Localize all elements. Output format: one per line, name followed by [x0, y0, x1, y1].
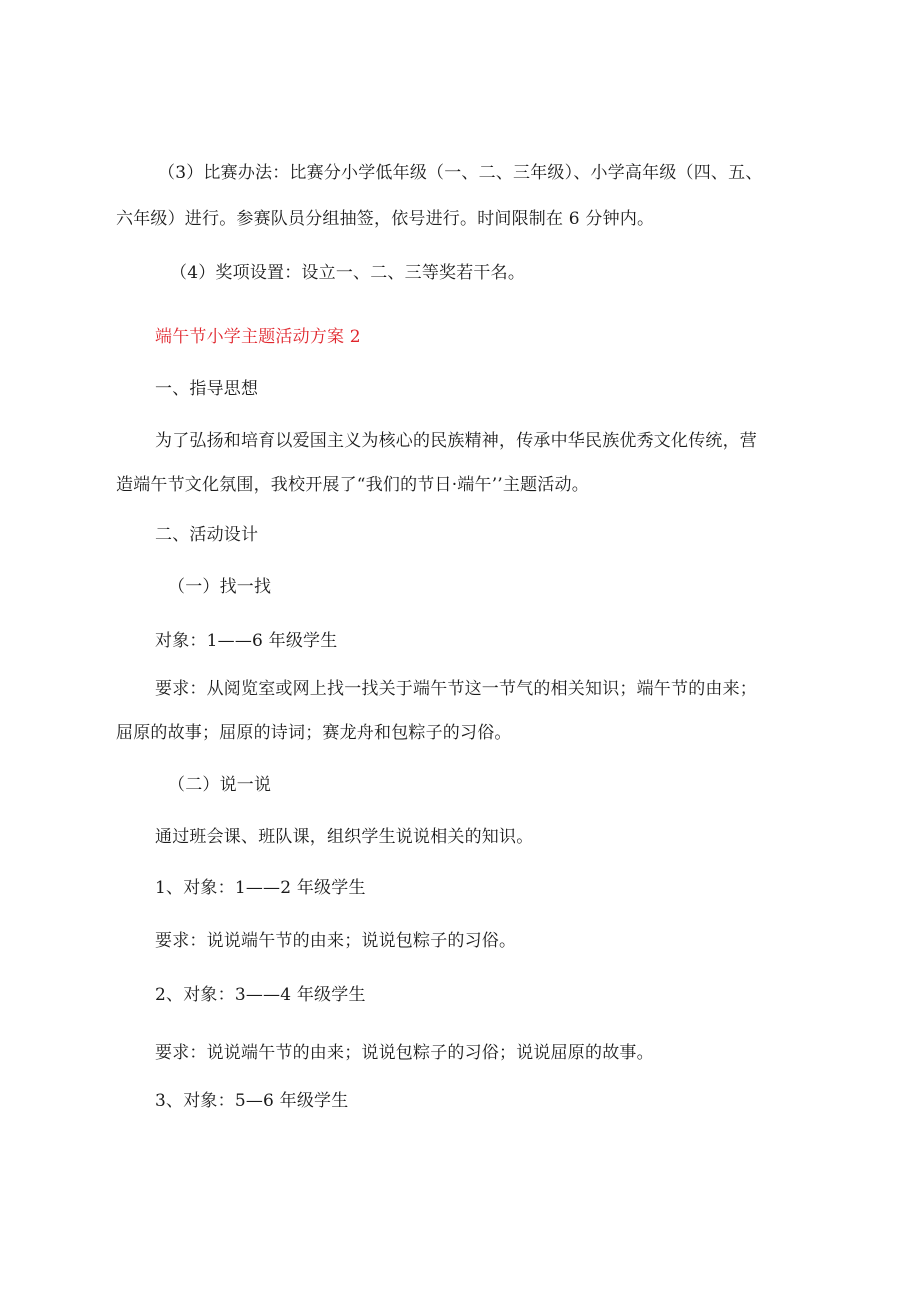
say-intro: 通过班会课、班队课，组织学生说说相关的知识。: [155, 827, 534, 847]
item-2-target: 2、对象：3——4 年级学生: [155, 985, 366, 1005]
subheading-find: （一）找一找: [168, 577, 272, 597]
subheading-say: （二）说一说: [168, 775, 272, 795]
item-3-target: 3、对象：5—6 年级学生: [155, 1091, 349, 1111]
section-title-plan-2: 端午节小学主题活动方案 2: [155, 327, 361, 347]
rule-3-line-2: 六年级）进行。参赛队员分组抽签，依号进行。时间限制在 6 分钟内。: [116, 209, 655, 229]
heading-activity-design: 二、活动设计: [155, 525, 259, 545]
rule-3-line-1: （3）比赛办法：比赛分小学低年级（一、二、三年级）、小学高年级（四、五、: [158, 163, 763, 183]
heading-guiding-ideology: 一、指导思想: [155, 379, 259, 399]
item-2-requirement: 要求：说说端午节的由来；说说包粽子的习俗；说说屈原的故事。: [155, 1043, 654, 1063]
find-target: 对象：1——6 年级学生: [155, 631, 338, 651]
find-requirement-line-2: 屈原的故事；屈原的诗词；赛龙舟和包粽子的习俗。: [116, 723, 512, 743]
paragraph-1-line-2: 造端午节文化氛围，我校开展了“我们的节日·端午’’主题活动。: [116, 475, 589, 495]
rule-4: （4）奖项设置：设立一、二、三等奖若干名。: [170, 263, 526, 283]
item-1-requirement: 要求：说说端午节的由来；说说包粽子的习俗。: [155, 931, 517, 951]
find-requirement-line-1: 要求：从阅览室或网上找一找关于端午节这一节气的相关知识；端午节的由来；: [155, 679, 757, 699]
paragraph-1-line-1: 为了弘扬和培育以爱国主义为核心的民族精神，传承中华民族优秀文化传统，营: [155, 431, 757, 451]
item-1-target: 1、对象：1——2 年级学生: [155, 878, 366, 898]
